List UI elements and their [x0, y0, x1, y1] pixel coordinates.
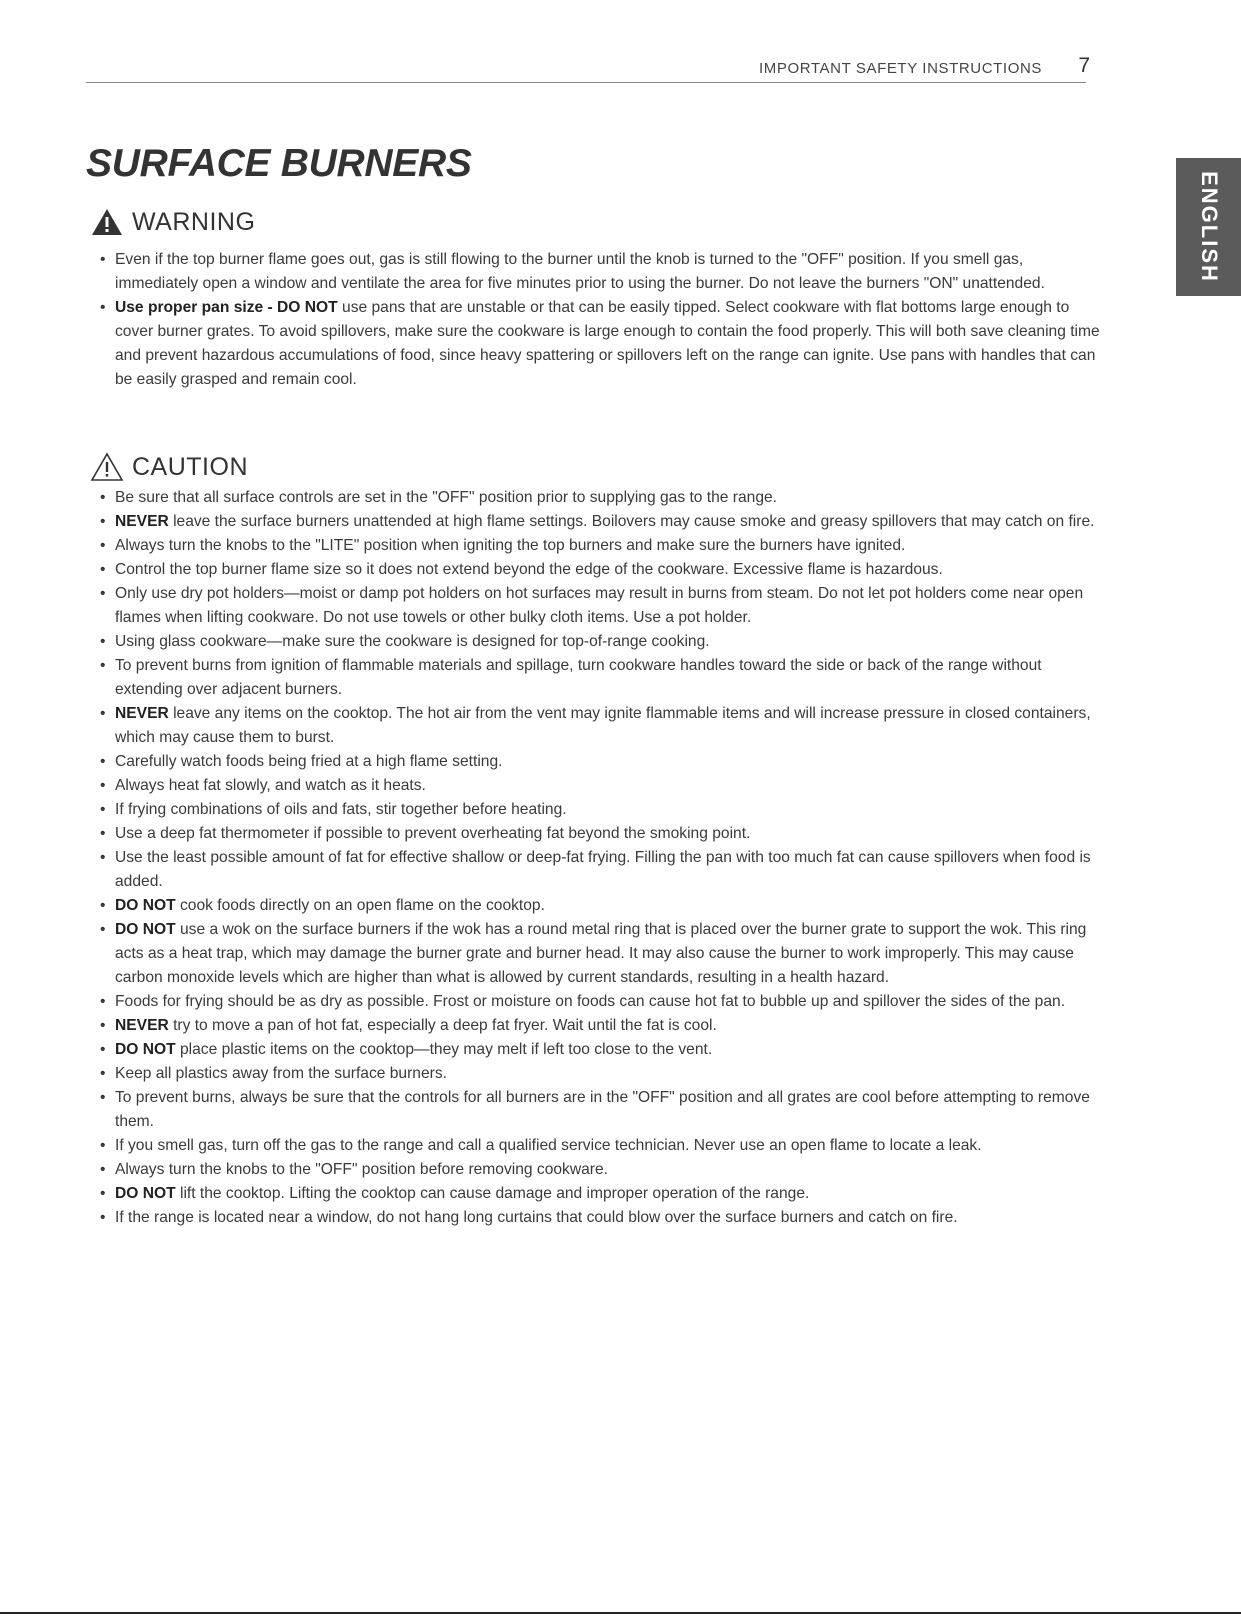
item-text: use pans that are unstable or that can be easily tipped. Select cookware with flat bottoms large enough to cover burner grates. To avoid spillovers, make sure the cookware is large enough to contain the food properly. This will both save cleaning time and prevent hazardous accumulations of food, since heavy spattering or spillovers left on the range can ignite. Use pans with handles that can be easily grasped and remain cool. — [115, 299, 1100, 388]
list-item — [100, 774, 1100, 798]
page-title: SURFACE BURNERS — [86, 142, 472, 185]
item-text: If the range is located near a window, do not hang long curtains that could blow over the surface burners and catch on fire. — [115, 1209, 958, 1226]
item-text: cook foods directly on an open flame on the cooktop. — [175, 897, 545, 914]
item-text: leave the surface burners unattended at high flame settings. Boilovers may cause smoke and greasy spillovers that may catch on fire. — [168, 513, 1095, 530]
list-item — [100, 654, 1100, 702]
warning-triangle-filled-icon — [90, 207, 124, 237]
item-text: To prevent burns from ignition of flammable materials and spillage, turn cookware handles toward the side or back of the range without extending over adjacent burners. — [115, 657, 1042, 698]
emphasis-text: NEVER — [115, 513, 169, 530]
list-item — [100, 702, 1100, 750]
list-item — [100, 630, 1100, 654]
item-text: place plastic items on the cooktop—they may melt if left too close to the vent. — [175, 1041, 713, 1058]
emphasis-text: Use proper pan size - DO NOT — [115, 299, 338, 316]
language-tab-label: ENGLISH — [1196, 171, 1222, 283]
list-item — [100, 248, 1100, 296]
emphasis-text: DO NOT — [115, 1041, 176, 1058]
caution-triangle-outline-icon — [90, 452, 124, 482]
list-item — [100, 1062, 1100, 1086]
item-text: Using glass cookware—make sure the cookware is designed for top-of-range cooking. — [115, 633, 710, 650]
list-item — [100, 894, 1100, 918]
list-item — [100, 510, 1100, 534]
item-text: Use the least possible amount of fat for effective shallow or deep-fat frying. Filling the pan with too much fat can cause spillovers when food is added. — [115, 849, 1091, 890]
page-bottom-border — [0, 1612, 1241, 1614]
item-text: Foods for frying should be as dry as possible. Frost or moisture on foods can cause hot fat to bubble up and spillover the sides of the pan. — [115, 993, 1066, 1010]
list-item — [100, 1086, 1100, 1134]
item-text: If you smell gas, turn off the gas to the range and call a qualified service technician. Never use an open flame to locate a leak. — [115, 1137, 982, 1154]
item-text: Be sure that all surface controls are set in the "OFF" position prior to supplying gas to the range. — [115, 489, 778, 506]
item-text: Carefully watch foods being fried at a high flame setting. — [115, 753, 503, 770]
emphasis-text: NEVER — [115, 705, 169, 722]
item-text: To prevent burns, always be sure that the controls for all burners are in the "OFF" position and all grates are cool before attempting to remove them. — [115, 1089, 1090, 1130]
list-item — [100, 1158, 1100, 1182]
caution-heading-label: CAUTION — [132, 452, 248, 481]
warning-heading — [90, 205, 255, 239]
warning-list — [100, 248, 1100, 392]
language-tab — [1176, 158, 1241, 296]
list-item — [100, 534, 1100, 558]
caution-list — [100, 486, 1100, 1230]
page-number: 7 — [1078, 54, 1090, 77]
item-text: leave any items on the cooktop. The hot air from the vent may ignite flammable items and will increase pressure in closed containers, which may cause them to burst. — [115, 705, 1091, 746]
emphasis-text: DO NOT — [115, 1185, 176, 1202]
item-text: lift the cooktop. Lifting the cooktop can cause damage and improper operation of the range. — [175, 1185, 810, 1202]
item-text: Keep all plastics away from the surface burners. — [115, 1065, 447, 1082]
caution-heading — [90, 450, 248, 484]
list-item — [100, 582, 1100, 630]
header-section-title: IMPORTANT SAFETY INSTRUCTIONS — [759, 60, 1042, 77]
list-item — [100, 798, 1100, 822]
list-item — [100, 558, 1100, 582]
list-item — [100, 750, 1100, 774]
item-text: Always heat fat slowly, and watch as it heats. — [115, 777, 426, 794]
list-item — [100, 1182, 1100, 1206]
list-item — [100, 1038, 1100, 1062]
list-item — [100, 822, 1100, 846]
item-text: Use a deep fat thermometer if possible to prevent overheating fat beyond the smoking point. — [115, 825, 751, 842]
emphasis-text: DO NOT — [115, 921, 176, 938]
list-item — [100, 1014, 1100, 1038]
emphasis-text: DO NOT — [115, 897, 176, 914]
list-item — [100, 486, 1100, 510]
list-item — [100, 918, 1100, 990]
emphasis-text: NEVER — [115, 1017, 169, 1034]
item-text: Even if the top burner flame goes out, gas is still flowing to the burner until the knob is turned to the "OFF" position. If you smell gas, immediately open a window and ventilate the area for five minutes prior to using the burner. Do not leave the burners "ON" unattended. — [115, 251, 1045, 292]
item-text: try to move a pan of hot fat, especially a deep fat fryer. Wait until the fat is cool. — [168, 1017, 717, 1034]
list-item — [100, 296, 1100, 392]
item-text: use a wok on the surface burners if the wok has a round metal ring that is placed over the burner grate to support the wok. This ring acts as a heat trap, which may damage the burner grate and burner head. It may also cause the burner to work improperly. This may cause carbon monoxide levels which are higher than what is allowed by current standards, resulting in a health hazard. — [115, 921, 1087, 986]
warning-heading-label: WARNING — [132, 207, 256, 236]
item-text: Control the top burner flame size so it does not extend beyond the edge of the cookware. Excessive flame is hazardous. — [115, 561, 943, 578]
item-text: Always turn the knobs to the "OFF" position before removing cookware. — [115, 1161, 608, 1178]
list-item — [100, 1206, 1100, 1230]
item-text: Only use dry pot holders—moist or damp pot holders on hot surfaces may result in burns from steam. Do not let pot holders come near open flames when lifting cookware. Do not use towels or other bulky cloth items. Use a pot holder. — [115, 585, 1084, 626]
page-header — [86, 54, 1090, 83]
item-text: Always turn the knobs to the "LITE" position when igniting the top burners and make sure the burners have ignited. — [115, 537, 906, 554]
item-text: If frying combinations of oils and fats, stir together before heating. — [115, 801, 567, 818]
list-item — [100, 990, 1100, 1014]
list-item — [100, 846, 1100, 894]
list-item — [100, 1134, 1100, 1158]
